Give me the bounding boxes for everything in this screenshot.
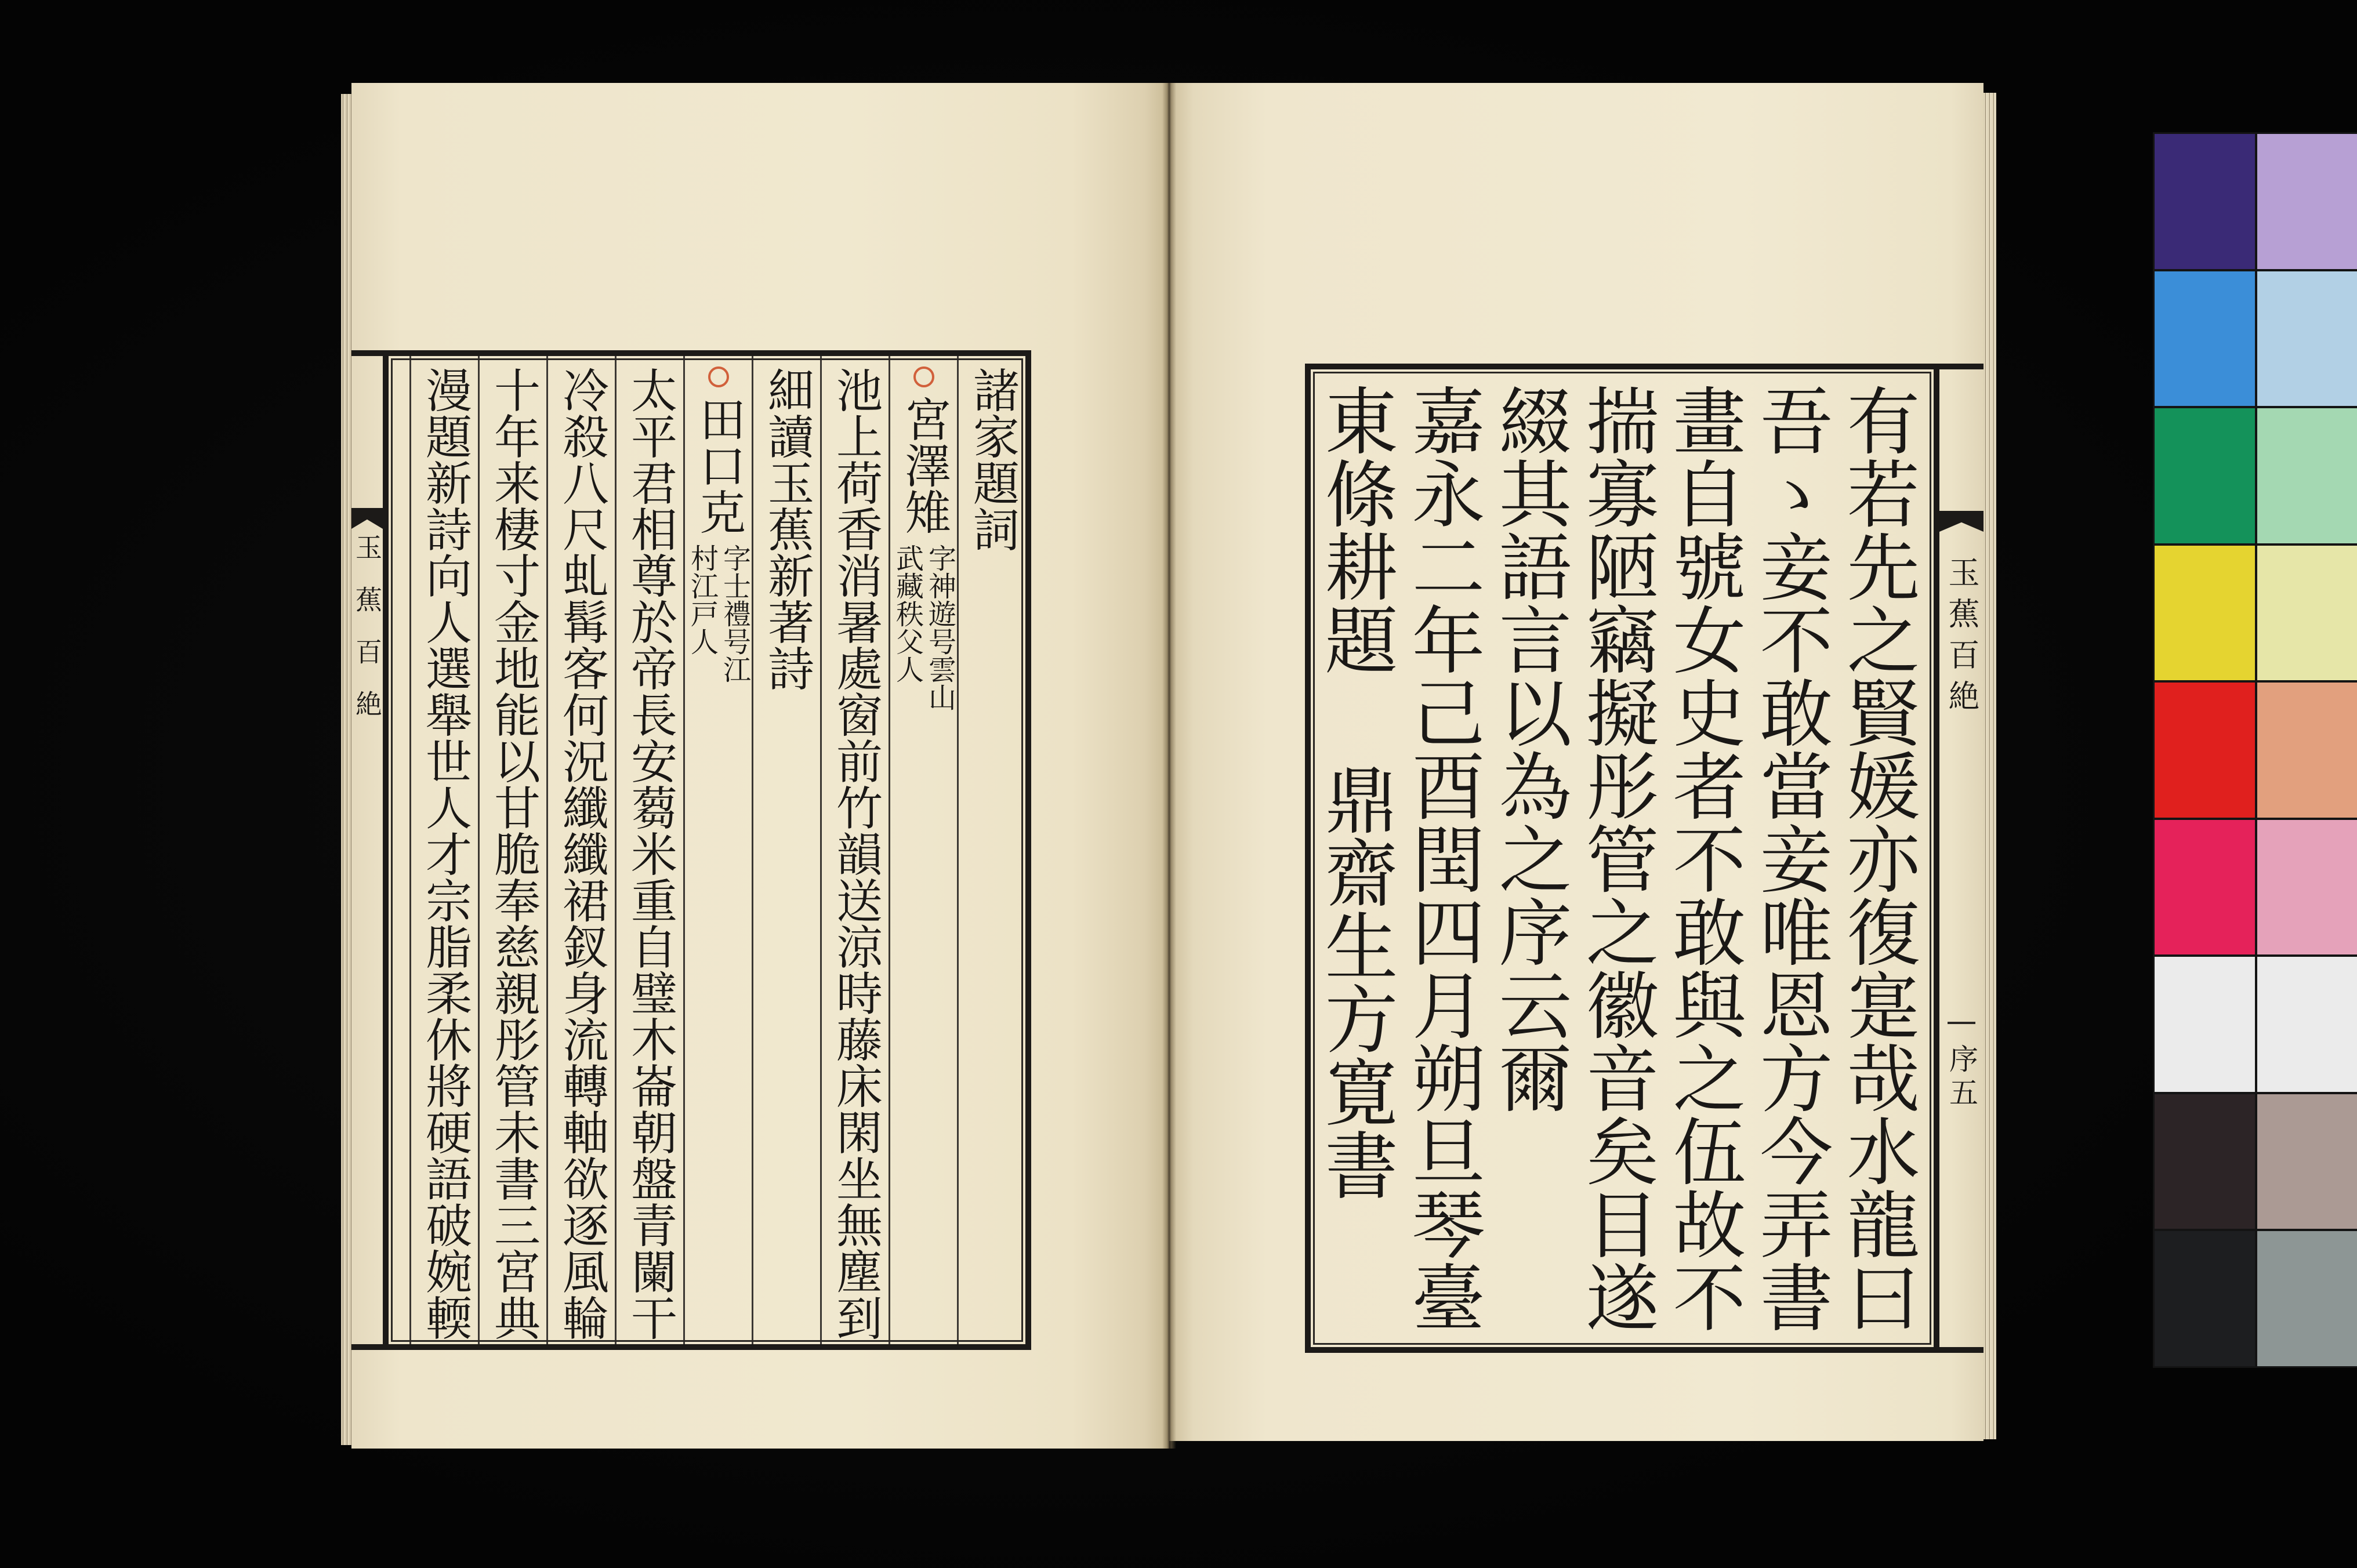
preface-line: 畫自號女史者不敢與之伍故不 bbox=[1661, 383, 1746, 1333]
right-column-3 bbox=[1660, 369, 1747, 1347]
fold-title: 玉蕉百絶 bbox=[351, 533, 383, 742]
section-title: 諸家題詞 bbox=[965, 366, 1020, 552]
note-left: 武藏秩父人 bbox=[891, 544, 924, 683]
left-fold-margin bbox=[351, 350, 383, 1350]
right-column-6 bbox=[1399, 369, 1486, 1347]
note-right: 字神遊号雲山 bbox=[923, 544, 956, 711]
note-right: 字士禮号江 bbox=[718, 544, 751, 683]
red-circle-mark bbox=[913, 366, 934, 387]
preface-line: 有若先之賢媛亦復寔哉水龍曰 bbox=[1835, 383, 1920, 1333]
left-column-3 bbox=[820, 356, 889, 1344]
poem-line: 漫題新詩向人選舉世人才宗脂柔休將硬語破婉輭 bbox=[418, 366, 472, 1341]
color-patch-1-left bbox=[2155, 134, 2255, 269]
color-patch-2-right bbox=[2257, 271, 2357, 406]
interlinear-note bbox=[688, 544, 749, 683]
date-line: 嘉永二年己酉閏四月朔旦琴臺 bbox=[1400, 383, 1485, 1333]
left-column-1 bbox=[957, 356, 1025, 1344]
fishtail-mark bbox=[351, 508, 383, 529]
left-column-7 bbox=[546, 356, 615, 1344]
color-patch-1-right bbox=[2257, 134, 2357, 269]
left-column-4 bbox=[752, 356, 820, 1344]
left-column-9 bbox=[409, 356, 478, 1344]
poet-name: 田口克 bbox=[691, 395, 746, 535]
color-patch-4-left bbox=[2155, 546, 2255, 681]
color-patch-9-left bbox=[2155, 1231, 2255, 1366]
right-column-7 bbox=[1312, 369, 1399, 1347]
color-patch-7-left bbox=[2155, 957, 2255, 1092]
left-text-frame bbox=[383, 350, 1031, 1350]
left-page bbox=[351, 83, 1169, 1449]
left-column-6 bbox=[615, 356, 683, 1344]
spine-gutter bbox=[1162, 83, 1176, 1449]
right-text-frame bbox=[1305, 364, 1939, 1353]
right-fold-margin bbox=[1939, 364, 1983, 1353]
color-patch-6-left bbox=[2155, 820, 2255, 955]
right-column-1 bbox=[1834, 369, 1921, 1347]
color-patch-2-left bbox=[2155, 271, 2255, 406]
interlinear-note bbox=[891, 544, 956, 711]
preface-line: 吾ゝ妾不敢當妾唯恩方今弄書 bbox=[1748, 383, 1833, 1333]
left-column-5 bbox=[683, 356, 752, 1344]
preface-line: 揣寡陋竊擬彤管之徽音矣目遂 bbox=[1574, 383, 1659, 1333]
right-column-2 bbox=[1747, 369, 1834, 1347]
fold-title: 玉蕉百絶 bbox=[1943, 556, 1980, 721]
color-patch-9-right bbox=[2257, 1231, 2357, 1366]
right-page-stack-edge bbox=[1983, 93, 1996, 1439]
color-patch-5-left bbox=[2155, 683, 2255, 818]
left-column-8 bbox=[478, 356, 546, 1344]
color-patch-3-left bbox=[2155, 408, 2255, 543]
fold-tick-line bbox=[1948, 1022, 1976, 1024]
fold-section-number: 序五 bbox=[1945, 1044, 1978, 1111]
fishtail-mark bbox=[1939, 511, 1983, 532]
poem-line: 細讀玉蕉新著詩 bbox=[760, 366, 814, 691]
color-patch-6-right bbox=[2257, 820, 2357, 955]
preface-line: 綴其語言以為之序云爾 bbox=[1487, 383, 1572, 1114]
color-patch-8-right bbox=[2257, 1094, 2357, 1229]
note-left: 村江戸人 bbox=[686, 544, 719, 655]
poem-line: 十年来棲寸金地能以甘脆奉慈親彤管未書三宮典 bbox=[486, 366, 541, 1341]
color-checker-chart bbox=[2153, 132, 2357, 1368]
color-patch-5-right bbox=[2257, 683, 2357, 818]
right-column-4 bbox=[1573, 369, 1660, 1347]
calligrapher-signature: 鼎齋生方寛書 bbox=[1313, 763, 1398, 1201]
poem-line: 池上荷香消暑處窗前竹韻送涼時藤床閑坐無塵到 bbox=[828, 366, 883, 1341]
poet-name: 宮澤雉 bbox=[897, 395, 951, 535]
color-patch-7-right bbox=[2257, 957, 2357, 1092]
color-patch-8-left bbox=[2155, 1094, 2255, 1229]
left-column-2 bbox=[889, 356, 957, 1344]
color-patch-3-right bbox=[2257, 408, 2357, 543]
right-page bbox=[1169, 83, 1983, 1441]
poem-line: 冷殺八尺虬髯客何況纖纖裙釵身流轉軸欲逐風輪 bbox=[554, 366, 609, 1341]
red-circle-mark bbox=[708, 366, 729, 387]
poem-line: 太平君相尊於帝長安蒭米重自璧木崙朝盤青闌干 bbox=[623, 366, 677, 1341]
color-patch-4-right bbox=[2257, 546, 2357, 681]
right-column-5 bbox=[1486, 369, 1573, 1347]
author-signature: 東條耕題 bbox=[1313, 383, 1398, 676]
